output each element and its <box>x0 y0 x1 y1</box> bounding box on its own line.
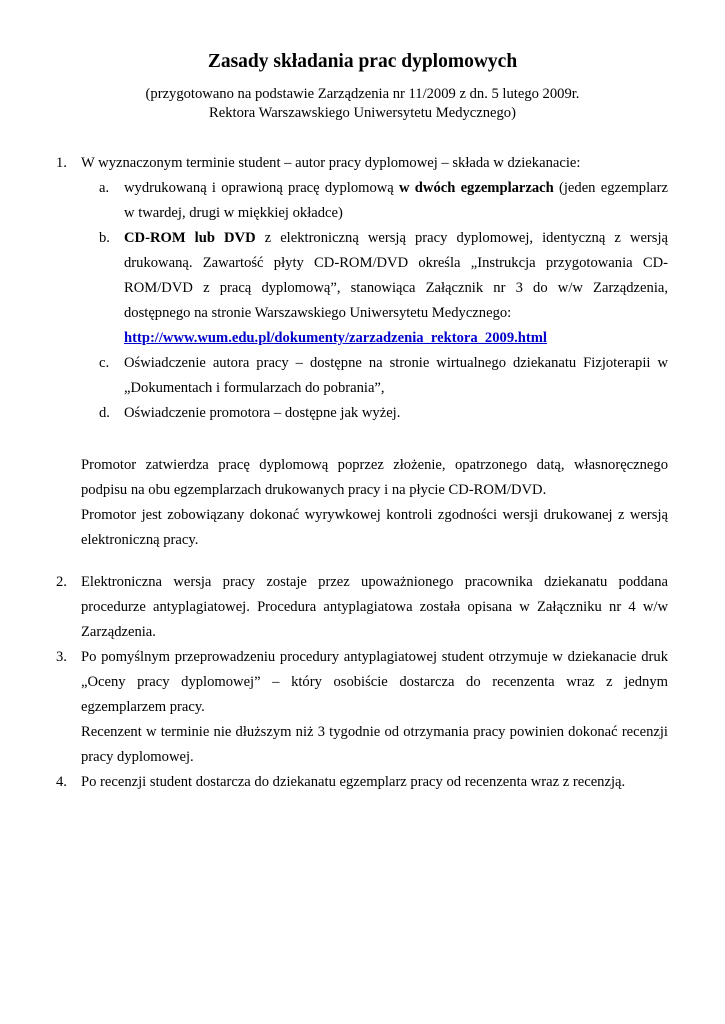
item-1b-line-1: CD-ROM lub DVD z elektroniczną wersją pracy dyplomowej, identyczną z wersją <box>124 230 669 246</box>
item-1b-line-2: drukowaną. Zawartość płyty CD-ROM/DVD określa „Instrukcja przygotowania CD- <box>124 255 668 271</box>
item-1c-letter: c. <box>99 355 110 371</box>
promotor-paragraph-1-line-1: Promotor zatwierdza pracę dyplomową poprzez złożenie, opatrzonego datą, własnoręcznego <box>81 457 668 473</box>
item-4-text: Po recenzji student dostarcza do dziekanatu egzemplarz pracy od recenzenta wraz z recenzją. <box>81 774 626 790</box>
item-1b-letter: b. <box>99 230 110 246</box>
subtitle-line-2: Rektora Warszawskiego Uniwersytetu Medycznego) <box>209 105 516 121</box>
item-1a-line-1: wydrukowaną i oprawioną pracę dyplomową w dwóch egzemplarzach (jeden egzemplarz <box>124 180 668 196</box>
page-subtitle <box>0 85 725 123</box>
item-1c-line-1: Oświadczenie autora pracy – dostępne na stronie wirtualnego dziekanatu Fizjoterapii w <box>124 355 668 371</box>
item-3-line-4: Recenzent w terminie nie dłuższym niż 3 tygodnie od otrzymania pracy powinien dokonać recenzji <box>81 724 668 740</box>
item-3-number: 3. <box>56 649 67 665</box>
item-1b-link-line <box>124 326 668 351</box>
item-3-line-1: Po pomyślnym przeprowadzeniu procedury antyplagiatowej student otrzymuje w dziekanacie druk <box>81 649 668 665</box>
item-1b-line-4: dostępnego na stronie Warszawskiego Uniwersytetu Medycznego: <box>124 305 512 321</box>
page-title: Zasady składania prac dyplomowych <box>207 51 518 72</box>
item-1d-letter: d. <box>99 405 110 421</box>
item-4-number: 4. <box>56 774 67 790</box>
item-2-line-3: Zarządzenia. <box>81 624 156 640</box>
item-2-line-2: procedurze antyplagiatowej. Procedura antyplagiatowa została opisana w Załączniku nr 4 w/w <box>81 599 668 615</box>
promotor-paragraph-2-line-2: elektroniczną pracy. <box>81 532 199 548</box>
item-2-number: 2. <box>56 574 67 590</box>
promotor-paragraph-2-line-1: Promotor jest zobowiązany dokonać wyrywkowej kontroli zgodności wersji drukowanej z wersją <box>81 507 668 523</box>
item-2-line-1: Elektroniczna wersja pracy zostaje przez upoważnionego pracownika dziekanatu poddana <box>81 574 668 590</box>
item-1-text: W wyznaczonym terminie student – autor pracy dyplomowej – składa w dziekanacie: <box>81 155 581 171</box>
item-3-line-3: egzemplarzem pracy. <box>81 699 205 715</box>
regulations-link[interactable]: http://www.wum.edu.pl/dokumenty/zarzadzenia_rektora_2009.html <box>124 330 547 346</box>
item-1-number: 1. <box>56 155 67 171</box>
item-1a-line-2: w twardej, drugi w miękkiej okładce) <box>124 205 343 221</box>
item-1a-letter: a. <box>99 180 110 196</box>
item-1b-line-3: ROM/DVD z pracą dyplomową”, stanowiąca Załącznik nr 3 do w/w Zarządzenia, <box>124 280 668 296</box>
item-3-line-2: „Oceny pracy dyplomowej” – który osobiście dostarcza do recenzenta wraz z jednym <box>81 674 668 690</box>
item-1c-line-2: „Dokumentach i formularzach do pobrania”, <box>124 380 385 396</box>
promotor-paragraph-1-line-2: podpisu na obu egzemplarzach drukowanych pracy i na płycie CD-ROM/DVD. <box>81 482 547 498</box>
subtitle-line-1: (przygotowano na podstawie Zarządzenia nr 11/2009 z dn. 5 lutego 2009r. <box>145 86 580 102</box>
item-1d-text: Oświadczenie promotora – dostępne jak wyżej. <box>124 405 401 421</box>
item-3-line-5: pracy dyplomowej. <box>81 749 194 765</box>
